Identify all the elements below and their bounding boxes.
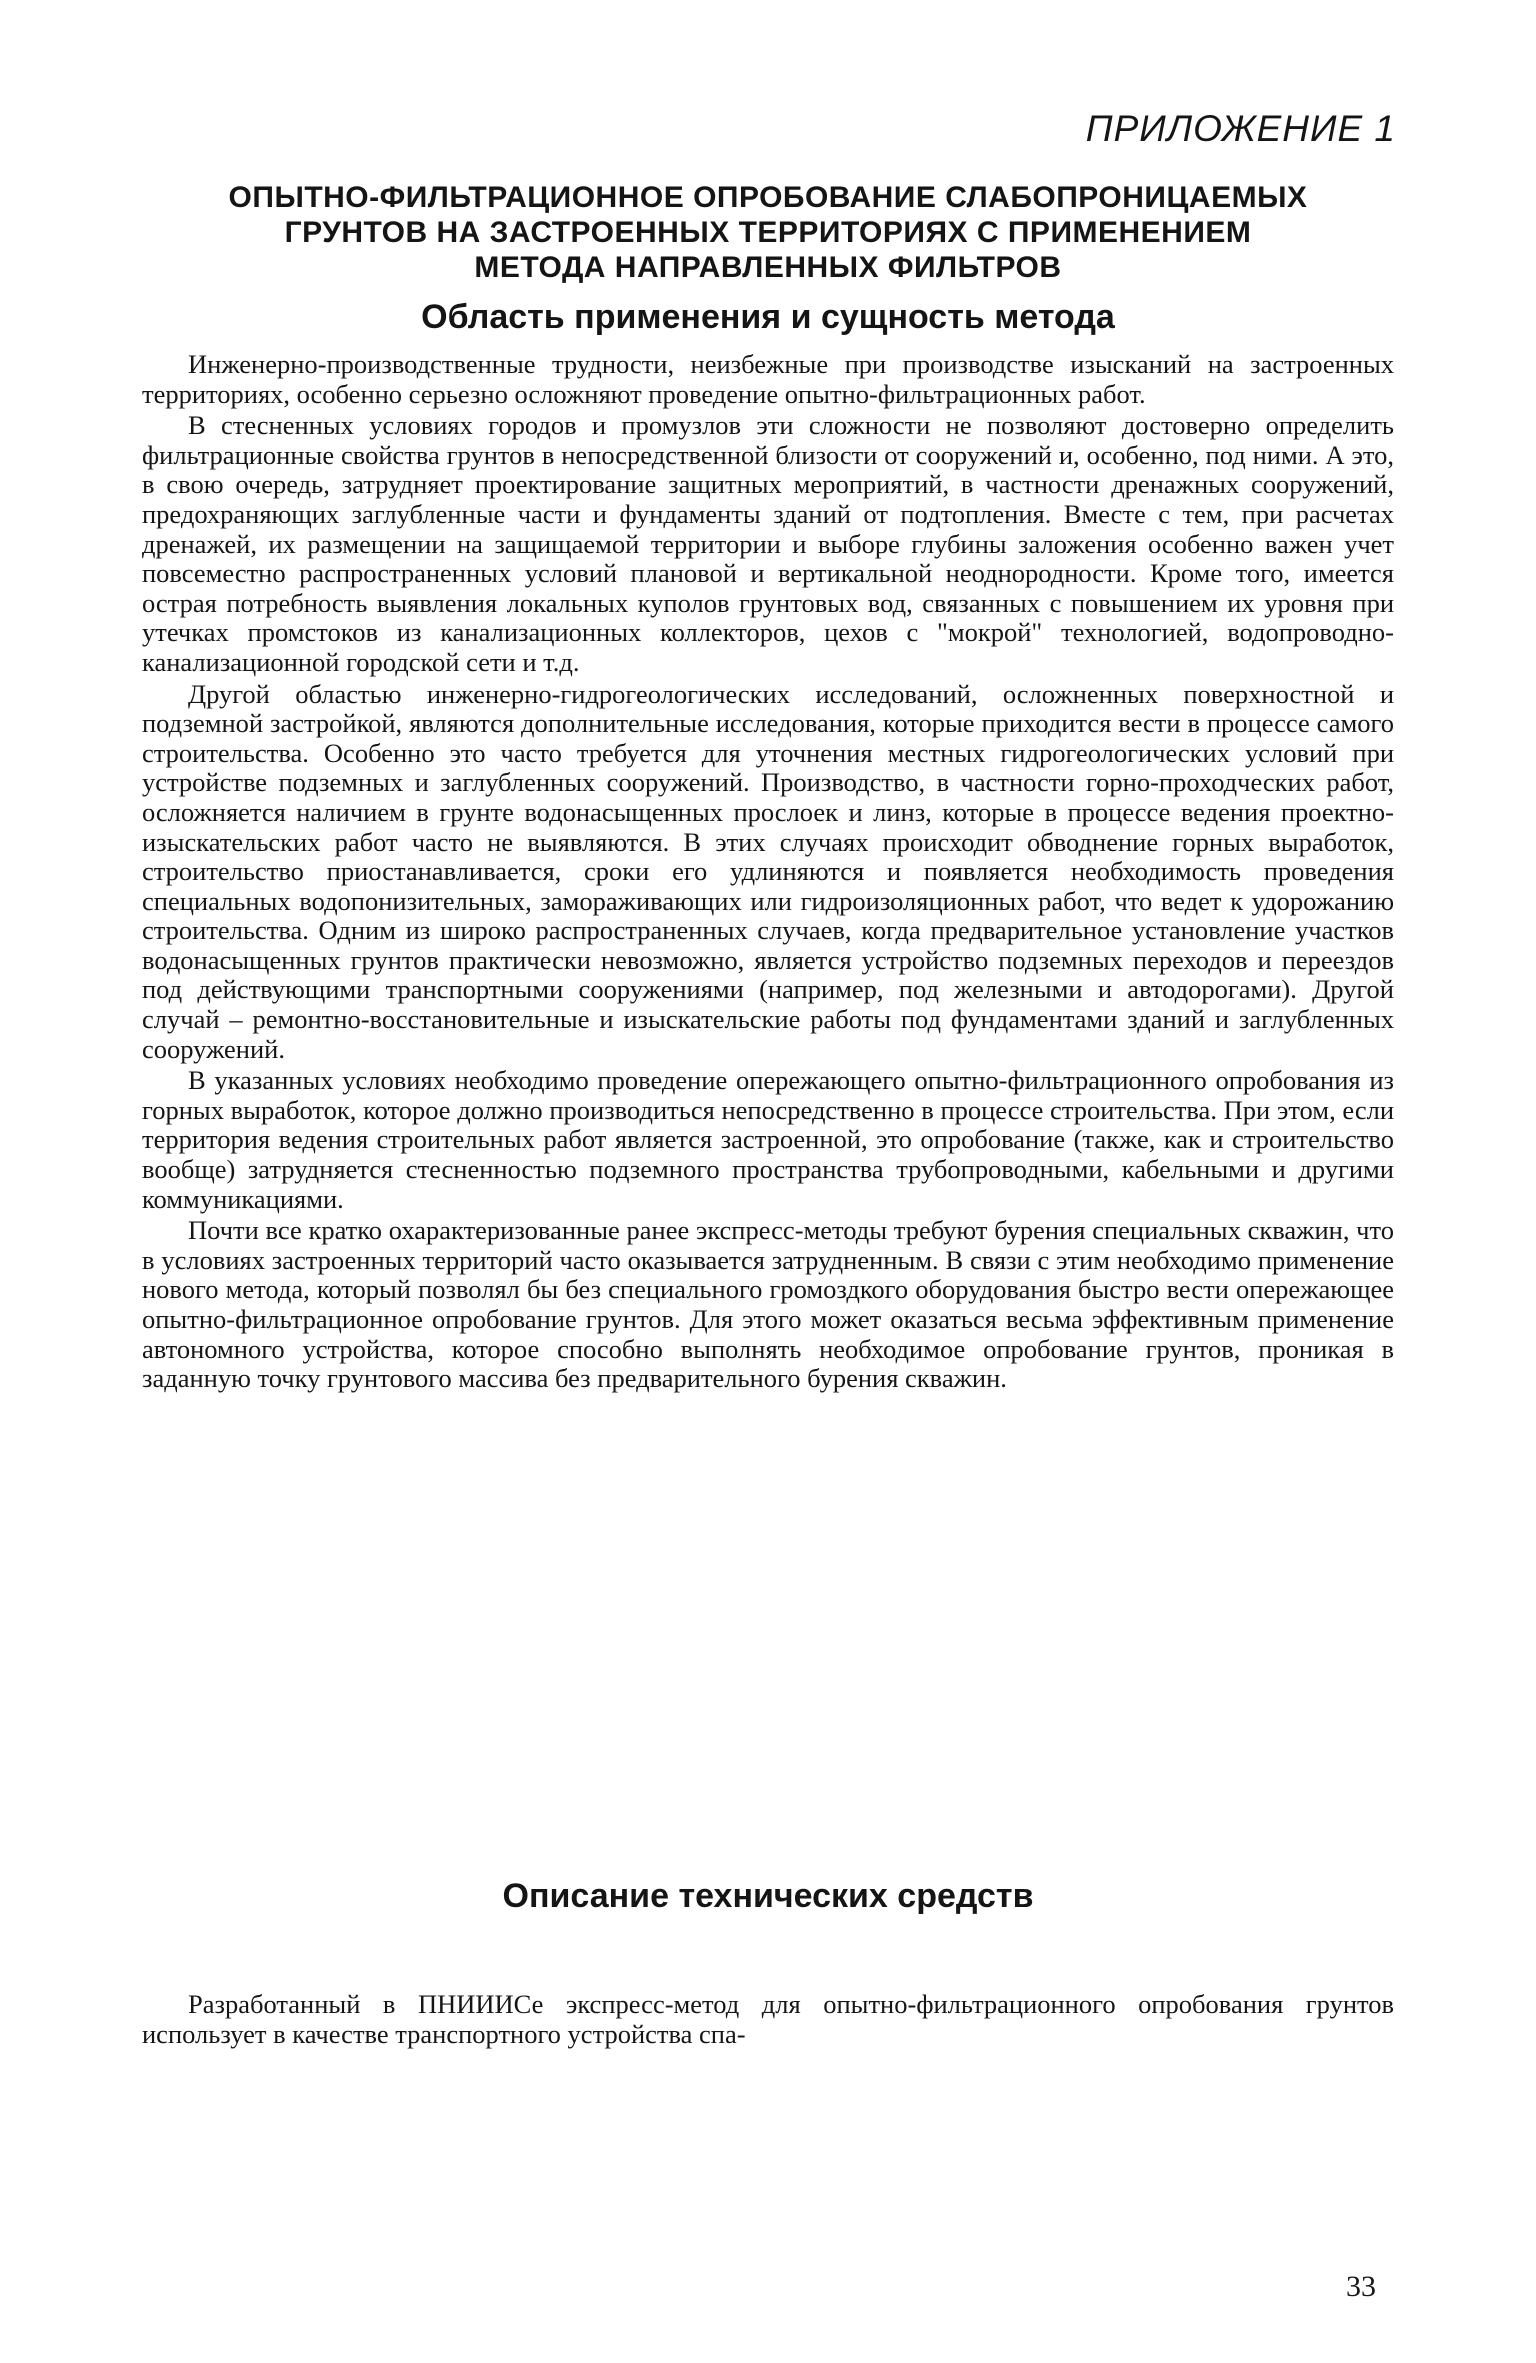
title-line: ОПЫТНО-ФИЛЬТРАЦИОННОЕ ОПРОБОВАНИЕ СЛАБОПРОНИЦАЕМЫХ xyxy=(228,181,1308,214)
paragraph: В стесненных условиях городов и промузлов эти сложности не позволяют достоверно определить фильтрационные свойства грунтов в непосредственной близости от сооружений и, особенно, под ними. А это, в свою очередь, затрудняет проектирование защитных мероприятий, в частности дренажных сооружений, предохраняющих заглубленные части и фундаменты зданий от подтопления. Вместе с тем, при расчетах дренажей, их размещении на защищаемой территории и выборе глубины заложения особенно важен учет повсеместно распространенных условий плановой и вертикальной неоднородности. Кроме того, имеется острая потребность выявления локальных куполов грунтовых вод, связанных с повышением их уровня при утечках промстоков из канализационных коллекторов, цехов с "мокрой" технологией, водопроводно-канализационной городской сети и т.д. xyxy=(142,410,1394,677)
appendix-label: ПРИЛОЖЕНИЕ 1 xyxy=(1085,108,1396,149)
document-title xyxy=(140,180,1396,285)
section-heading-scope: Область применения и сущность метода xyxy=(421,298,1115,336)
title-line: ГРУНТОВ НА ЗАСТРОЕННЫХ ТЕРРИТОРИЯХ С ПРИМЕНЕНИЕМ xyxy=(284,216,1252,249)
paragraph: Инженерно-производственные трудности, неизбежные при производстве изысканий на застроенных территориях, особенно серьезно осложняют проведение опытно-фильтрационных работ. xyxy=(142,349,1394,409)
paragraph: Другой областью инженерно-гидрогеологических исследований, осложненных поверхностной и подземной застройкой, являются дополнительные исследования, которые приходится вести в процессе самого строительства. Особенно это часто требуется для уточнения местных гидрогеологических условий при устройстве подземных и заглубленных сооружений. Производство, в частности горно-проходческих работ, осложняется наличием в грунте водонасыщенных прослоек и линз, которые в процессе ведения проектно-изыскательских работ часто не выявляются. В этих случаях происходит обводнение горных выработок, строительство приостанавливается, сроки его удлиняются и появляется необходимость проведения специальных водопонизительных, замораживающих или гидроизоляционных работ, что ведет к удорожанию строительства. Одним из широко распространенных случаев, когда предварительное установление участков водонасыщенных грунтов практически невозможно, является устройство подземных переходов и переездов под действующими транспортными сооружениями (например, под железными и автодорогами). Другой случай – ремонтно-восстановительные и изыскательские работы под фундаментами зданий и заглубленных сооружений. xyxy=(142,678,1394,1064)
section-body-technical-means xyxy=(142,1990,1394,2049)
paragraph: Разработанный в ПНИИИСе экспресс-метод для опытно-фильтрационного опробования грунтов использует в качестве транспортного устройства спа- xyxy=(142,1989,1394,2049)
paragraph: В указанных условиях необходимо проведение опережающего опытно-фильтрационного опробования из горных выработок, которое должно производиться непосредственно в процессе строительства. При этом, если территория ведения строительных работ является застроенной, это опробование (также, как и строительство вообще) затрудняется стесненностью подземного пространства трубопроводными, кабельными и другими коммуникациями. xyxy=(142,1065,1394,1214)
page-number: 33 xyxy=(1346,2270,1376,2303)
section-heading-technical-means: Описание технических средств xyxy=(502,1877,1034,1915)
paragraph: Почти все кратко охарактеризованные ранее экспресс-методы требуют бурения специальных скважин, что в условиях застроенных территорий часто оказывается затрудненным. В связи с этим необходимо применение нового метода, который позволял бы без специального громоздкого оборудования быстро вести опережающее опытно-фильтрационное опробование грунтов. Для этого может оказаться весьма эффективным применение автономного устройства, которое способно выполнять необходимое опробование грунтов, проникая в заданную точку грунтового массива без предварительного бурения скважин. xyxy=(142,1215,1394,1394)
title-line: МЕТОДА НАПРАВЛЕННЫХ ФИЛЬТРОВ xyxy=(474,251,1062,284)
section-body-scope xyxy=(142,350,1394,1394)
